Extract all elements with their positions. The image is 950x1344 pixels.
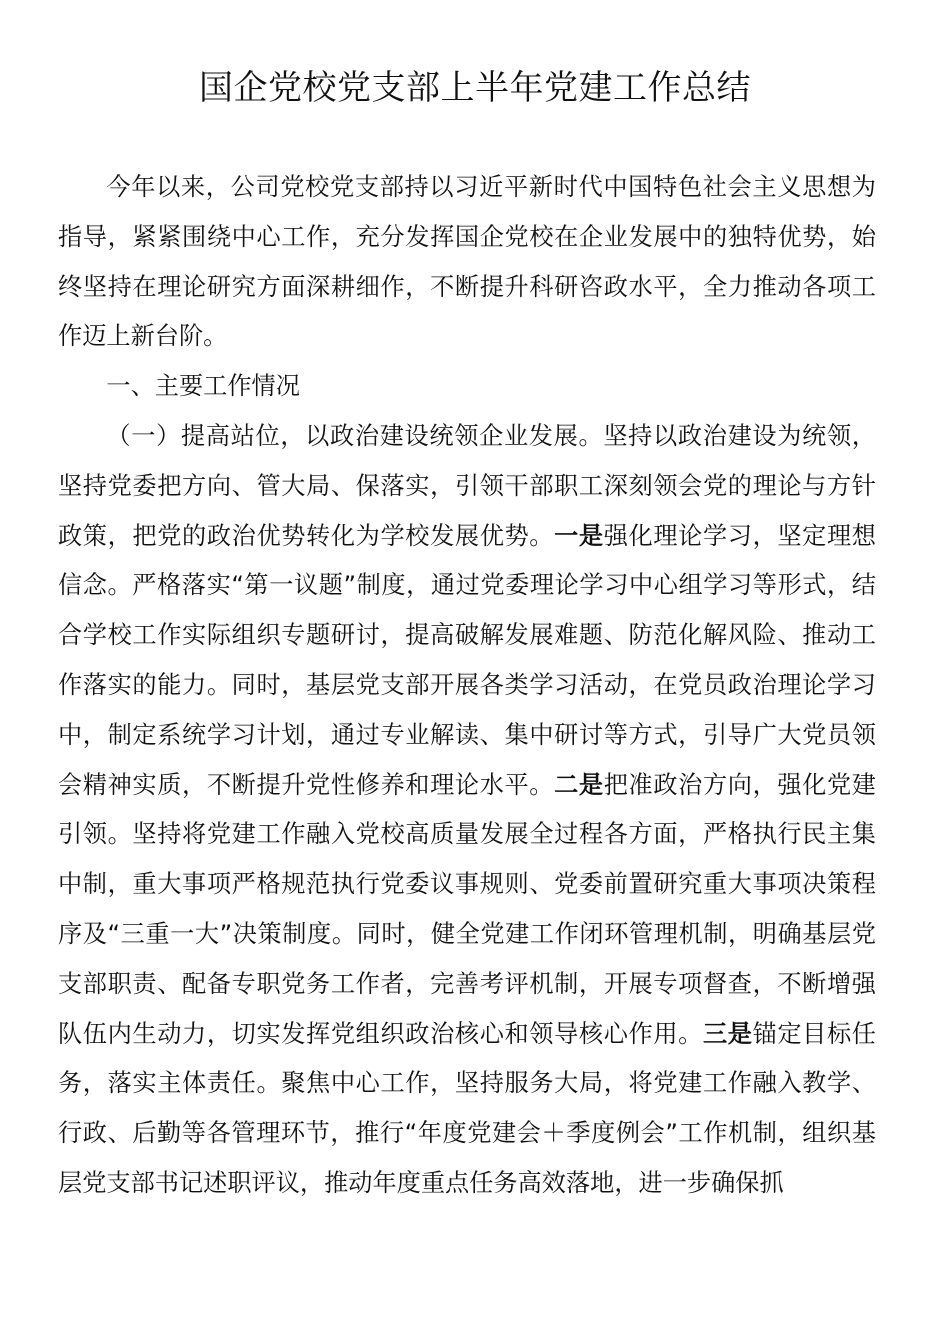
point-3-text: 锚定目标任务，落实主体责任。聚焦中心工作，坚持服务大局，将党建工作融入教学、行政、后勤等各管理环节，推行“年度党建会＋季度例会”工作机制，组织基层党支部书记述职评议，推动年度重点任务高效落地，进一步确保抓 [58, 1019, 876, 1197]
document-title: 国企党校党支部上半年党建工作总结 [199, 68, 751, 108]
point-3-label: 三是 [702, 1019, 753, 1048]
document-body [58, 163, 876, 1209]
section-heading: 一、主要工作情况 [106, 372, 300, 401]
point-1-text: 强化理论学习，坚定理想信念。严格落实“第一议题”制度，通过党委理论学习中心组学习等形式，结合学校工作实际组织专题研讨，提高破解发展难题、防范化解风险、推动工作落实的能力。同时，基层党支部开展各类学习活动，在党员政治理论学习中，制定系统学习计划，通过专业解读、集中研讨等方式，引导广大党员领会精神实质，不断提升党性修养和理论水平。 [58, 521, 876, 799]
subsection-paragraph [58, 412, 876, 1209]
point-1-label: 一是 [554, 521, 604, 550]
subsection-lead: （一）提高站位，以政治建设统领企业发展。坚持以政治建设为统领，坚持党委把方向、管大局、保落实，引领干部职工深刻领会党的理论与方针政策，把党的政治优势转化为学校发展优势。 [58, 421, 876, 550]
point-2-text: 把准政治方向，强化党建引领。坚持将党建工作融入党校高质量发展全过程各方面，严格执行民主集中制，重大事项严格规范执行党委议事规则、党委前置研究重大事项决策程序及“三重一大”决策制度。同时，健全党建工作闭环管理机制，明确基层党支部职责、配备专职党务工作者，完善考评机制，开展专项督查，不断增强队伍内生动力，切实发挥党组织政治核心和领导核心作用。 [58, 770, 876, 1048]
point-2-label: 二是 [554, 770, 604, 799]
intro-paragraph: 今年以来，公司党校党支部持以习近平新时代中国特色社会主义思想为指导，紧紧围绕中心工作，充分发挥国企党校在企业发展中的独特优势，始终坚持在理论研究方面深耕细作，不断提升科研咨政水平，全力推动各项工作迈上新台阶。 [58, 173, 876, 351]
